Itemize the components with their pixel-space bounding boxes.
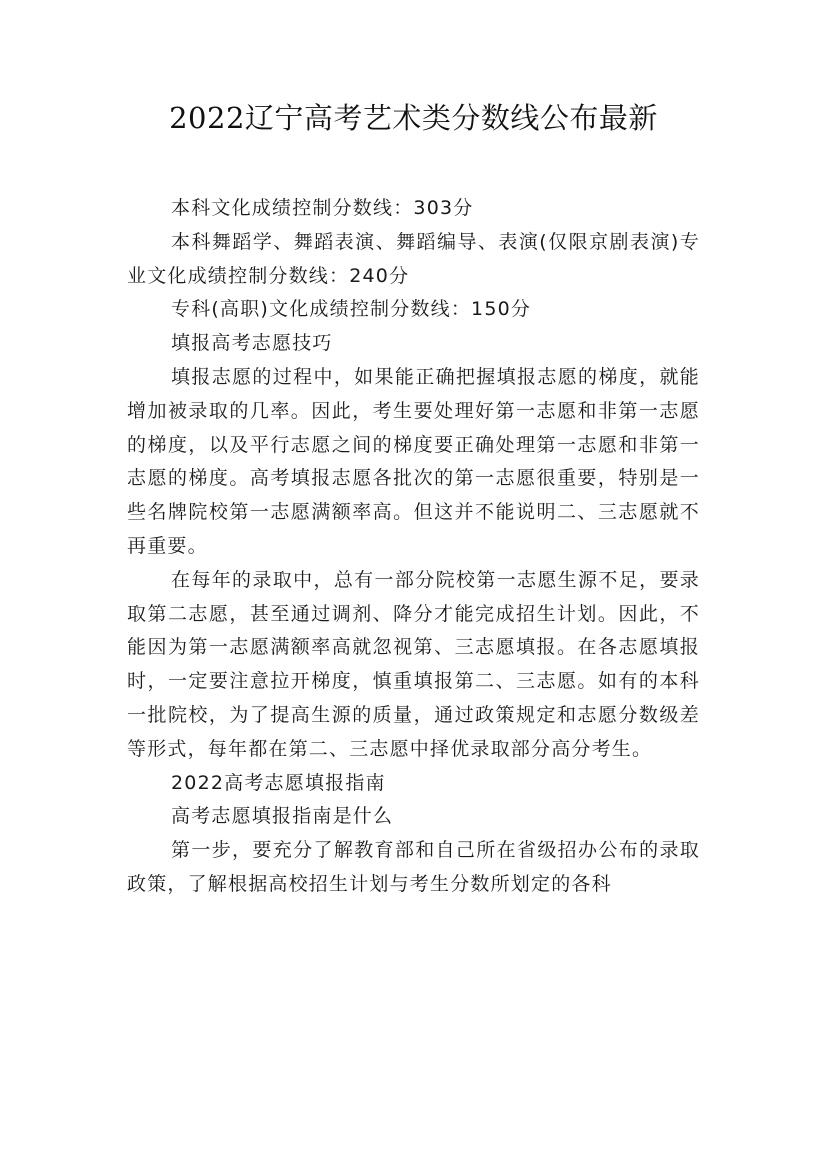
paragraph-gradient: 填报志愿的过程中，如果能正确把握填报志愿的梯度，就能增加被录取的几率。因此，考生要处理好第一志愿和非第一志愿的梯度，以及平行志愿之间的梯度要正确处理第一志愿和非第一志愿的梯度。高考填报志愿各批次的第一志愿很重要，特别是一些名牌院校第一志愿满额率高。但这并不能说明二、三志愿就不再重要。: [127, 365, 700, 557]
document-body: [127, 192, 700, 902]
paragraph-vocational-cutoff: 专科(高职)文化成绩控制分数线：150分: [171, 298, 532, 321]
section-heading-what-is: 高考志愿填报指南是什么: [171, 805, 394, 828]
section-heading-tips: 填报高考志愿技巧: [171, 332, 333, 355]
document-title: 2022辽宁高考艺术类分数线公布最新: [169, 101, 658, 135]
section-heading-guide: 2022高考志愿填报指南: [171, 771, 386, 794]
paragraph-undergrad-cutoff: 本科文化成绩控制分数线：303分: [171, 197, 474, 219]
paragraph-dance-cutoff: 本科舞蹈学、舞蹈表演、舞蹈编导、表演(仅限京剧表演)专业文化成绩控制分数线：240分: [127, 230, 700, 287]
paragraph-admission: 在每年的录取中，总有一部分院校第一志愿生源不足，要录取第二志愿，甚至通过调剂、降分才能完成招生计划。因此，不能因为第一志愿满额率高就忽视第、三志愿填报。在各志愿填报时，一定要注意拉开梯度，慎重填报第二、三志愿。如有的本科一批院校，为了提高生源的质量，通过政策规定和志愿分数级差等形式，每年都在第二、三志愿中择优录取部分高分考生。: [127, 568, 700, 760]
paragraph-step-one: 第一步，要充分了解教育部和自己所在省级招办公布的录取政策，了解根据高校招生计划与考生分数所划定的各科: [127, 839, 700, 895]
